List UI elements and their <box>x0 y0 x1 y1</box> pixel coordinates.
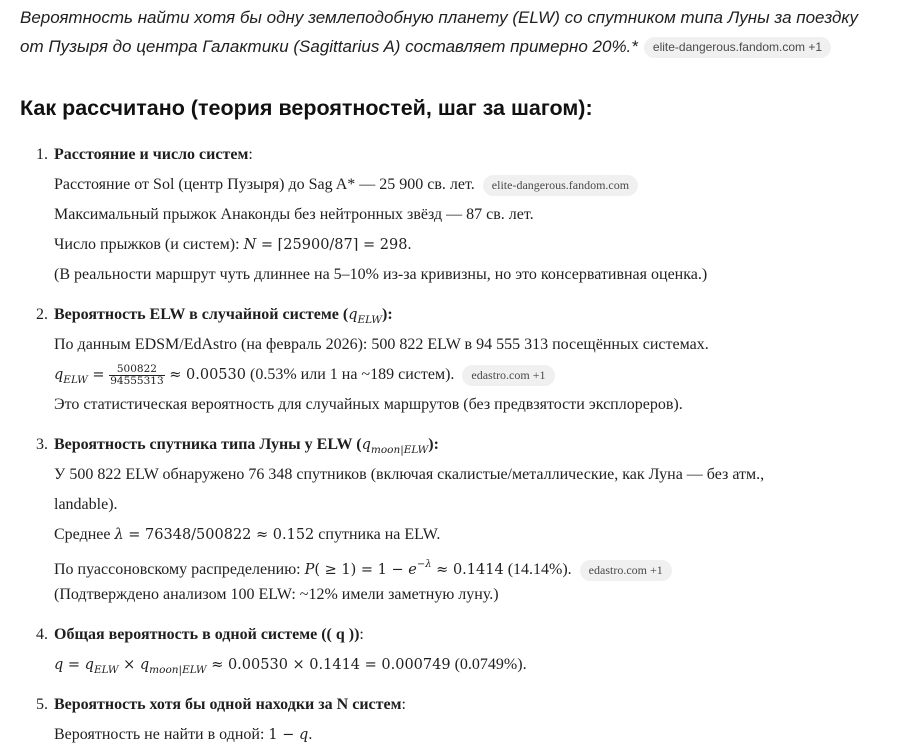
math-var: λ <box>114 527 124 543</box>
formula-line <box>0 720 913 750</box>
math-var: q <box>84 657 94 673</box>
text-line <box>0 200 913 230</box>
formula-tail: (0.0749%). <box>450 656 527 673</box>
formula-line <box>0 360 913 390</box>
math-approx: ≈ 0.00530 <box>164 367 246 383</box>
jump-text: Максимальный прыжок Анаконды без нейтронных звёзд — 87 св. лет. <box>54 206 534 223</box>
formula-line <box>0 650 913 680</box>
text-line <box>0 390 913 420</box>
colon: : <box>359 626 364 643</box>
math-subscript: ELW <box>63 374 88 386</box>
confirm-note: (Подтверждено анализом 100 ELW: ~12% имели заметную луну.) <box>54 586 499 603</box>
math-eq: = <box>63 657 85 673</box>
math-approx: ≈ 0.1414 <box>431 562 504 578</box>
step-title: Вероятность хотя бы одной находки за N систем <box>54 696 402 713</box>
math-var: q <box>361 437 371 453</box>
math-var: q <box>348 307 358 323</box>
math-superscript: −λ <box>416 559 432 570</box>
source-chip[interactable]: elite-dangerous.fandom.com +1 <box>644 37 831 58</box>
math-formula: ( ≥ 1) = 1 − <box>314 562 409 578</box>
formula-tail: (14.14%). <box>503 561 572 578</box>
period: . <box>308 726 313 743</box>
formula-line <box>0 550 913 580</box>
moons-text: У 500 822 ELW обнаружено 76 348 спутников (включая скалистые/металлические, как Луна — без атм., <box>54 466 765 483</box>
mean-text: Среднее <box>54 526 115 543</box>
step-number: 3. <box>36 436 48 453</box>
step-number: 2. <box>36 306 48 323</box>
math-var: q <box>299 727 309 743</box>
text-line <box>0 580 913 610</box>
formula-tail: спутника на ELW. <box>314 526 441 543</box>
source-chip[interactable]: elite-dangerous.fandom.com <box>483 175 638 196</box>
math-var: e <box>408 562 417 578</box>
math-subscript: ELW <box>357 314 383 326</box>
step-5 <box>0 690 913 750</box>
fraction <box>109 364 164 387</box>
step-1 <box>0 140 913 290</box>
formula-line <box>0 520 913 550</box>
math-formula: = 76348/500822 ≈ 0.152 <box>123 527 315 543</box>
math-var: P <box>304 562 315 578</box>
math-eq: = <box>87 367 110 383</box>
math-var: q <box>54 657 64 673</box>
source-chip[interactable]: edastro.com +1 <box>462 365 554 386</box>
source-chip[interactable]: edastro.com +1 <box>580 560 672 581</box>
colon: : <box>248 146 253 163</box>
step-title-line <box>0 140 913 170</box>
step-number: 1. <box>36 146 48 163</box>
math-formula: ≈ 0.00530 × 0.1414 = 0.000749 <box>206 657 451 673</box>
text-line <box>0 330 913 360</box>
step-3 <box>0 430 913 610</box>
section-heading: Как рассчитано (теория вероятностей, шаг за шагом): <box>20 96 593 120</box>
title-end: ): <box>382 306 393 323</box>
math-var: q <box>54 367 64 383</box>
step-title-line <box>0 300 913 330</box>
math-times: × <box>118 657 140 673</box>
math-subscript: moon|ELW <box>370 444 429 456</box>
step-4 <box>0 620 913 680</box>
poisson-text: По пуассоновскому распределению: <box>54 561 305 578</box>
step-title-line <box>0 430 913 460</box>
math-subscript: moon|ELW <box>149 664 207 676</box>
text-line <box>0 170 913 200</box>
math-var: q <box>139 657 150 673</box>
not-found-text: Вероятность не найти в одной: <box>54 726 269 743</box>
text-line <box>0 490 913 520</box>
intro-paragraph <box>20 3 880 61</box>
step-title: Расстояние и число систем <box>54 146 249 163</box>
stats-note: Это статистическая вероятность для случайных маршрутов (без предвзятости эксплореров). <box>54 396 683 413</box>
intro-text: Вероятность найти хотя бы одну землеподобную планету (ELW) со спутником типа Луны за поездку <box>20 8 858 27</box>
numerator: 500822 <box>109 364 164 376</box>
text-line <box>0 260 913 290</box>
step-title-line <box>0 690 913 720</box>
step-number: 4. <box>36 626 48 643</box>
colon: : <box>401 696 406 713</box>
steps-list <box>0 140 913 750</box>
math-var: N <box>243 237 257 253</box>
step-title: Общая вероятность в одной системе (( q )) <box>54 626 360 643</box>
text-line <box>0 230 913 260</box>
step-title: Вероятность спутника типа Луны у ELW ( <box>54 436 362 453</box>
jumps-text: Число прыжков (и систем): <box>54 236 244 253</box>
period: . <box>407 236 412 253</box>
note-text: (В реальности маршрут чуть длиннее на 5–10% из-за кривизны, но это консервативная оценка.) <box>54 266 708 283</box>
moons-text-2: landable). <box>54 496 118 513</box>
text-line <box>0 460 913 490</box>
denominator: 94555313 <box>110 374 164 387</box>
math-formula: 1 − <box>268 727 300 743</box>
step-title-line <box>0 620 913 650</box>
formula-tail: (0.53% или 1 на ~189 систем). <box>246 366 455 383</box>
title-end: ): <box>428 436 439 453</box>
math-formula: = ⌈25900/87⌉ = 298 <box>256 237 408 253</box>
intro-text-2: от Пузыря до центра Галактики (Sagittarius A) составляет примерно 20%.* <box>20 37 638 56</box>
math-subscript: ELW <box>93 664 119 676</box>
stats-text: По данным EDSM/EdAstro (на февраль 2026): 500 822 ELW в 94 555 313 посещённых системах. <box>54 336 709 353</box>
step-title: Вероятность ELW в случайной системе ( <box>54 306 349 323</box>
distance-text: Расстояние от Sol (центр Пузыря) до Sag A* — 25 900 св. лет. <box>54 176 475 193</box>
step-2 <box>0 300 913 420</box>
step-number: 5. <box>36 696 48 713</box>
